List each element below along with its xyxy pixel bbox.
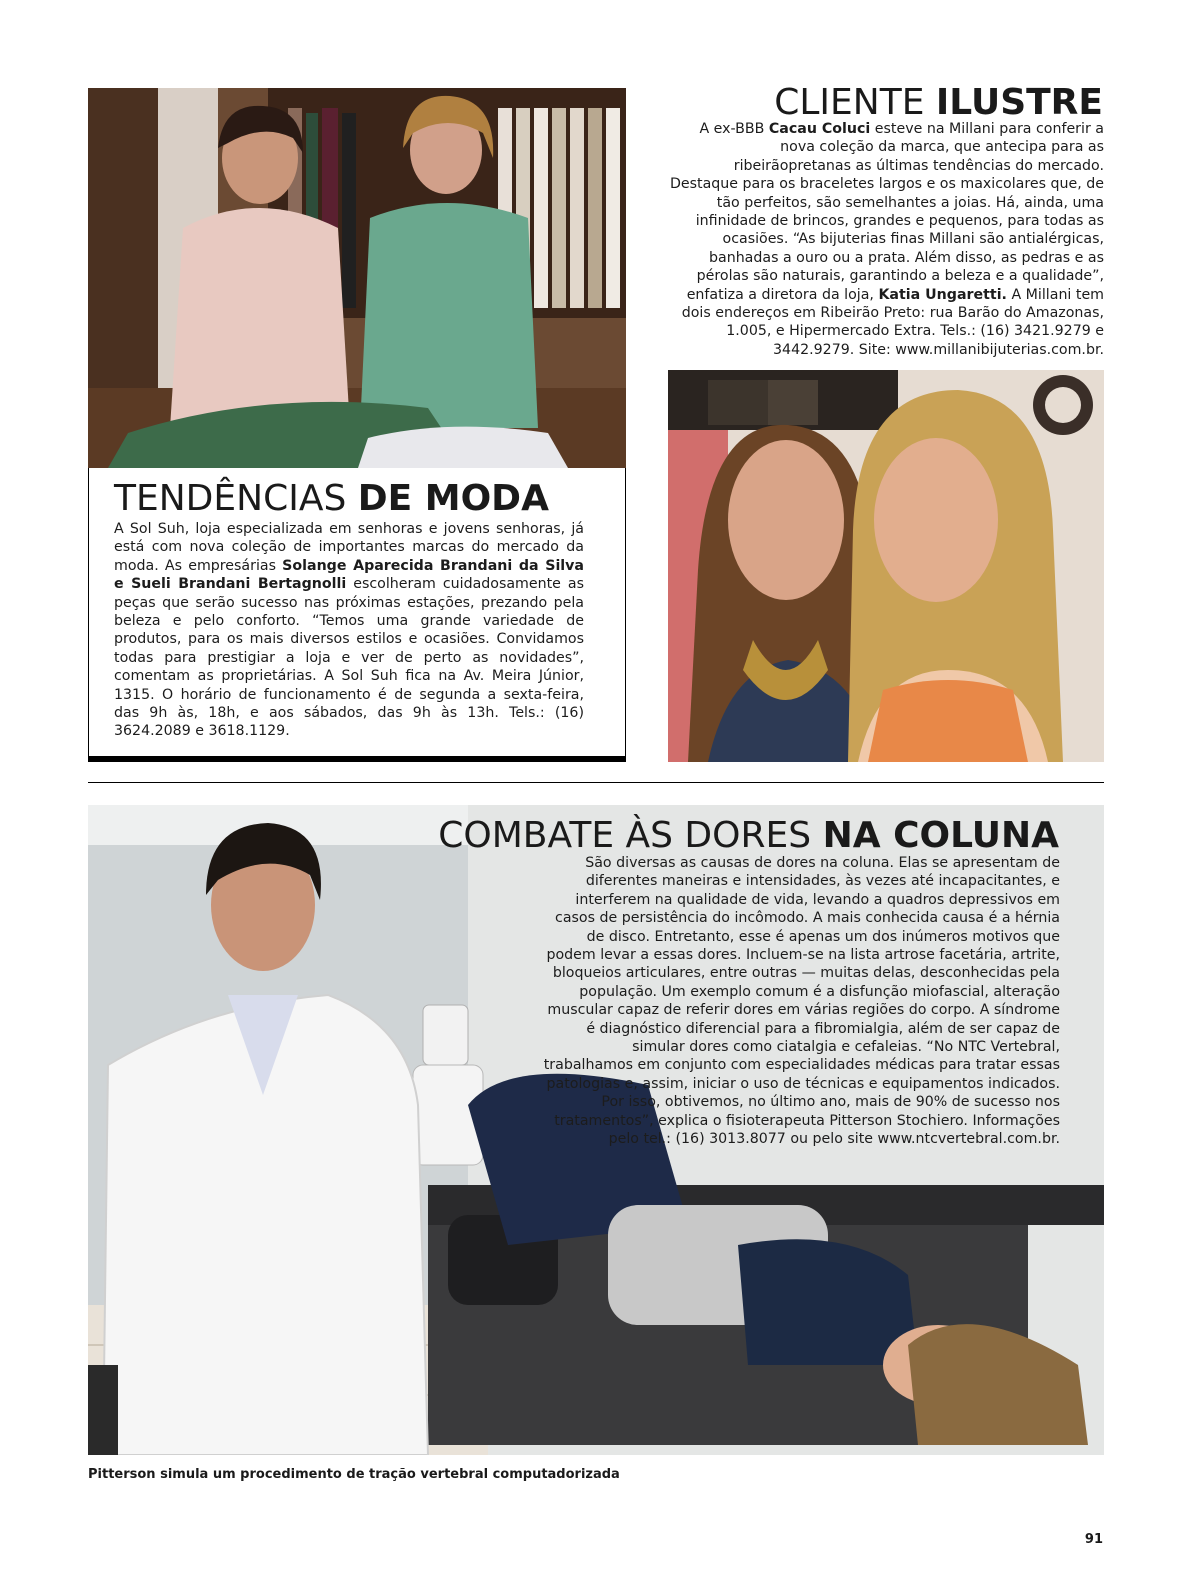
cliente-title-bold: ILUSTRE bbox=[935, 82, 1103, 123]
section-divider bbox=[88, 782, 1104, 783]
cliente-title-light: CLIENTE bbox=[774, 82, 925, 123]
tendencias-title-bold: DE MODA bbox=[357, 478, 549, 519]
cliente-body-part-3: A Millani tem dois endereços em Ribeirão Preto: rua Barão do Amazonas, 1.005, e Hipermercado Extra. Tels.: (16) 3421.9279 e 3442.9279. Site: www.millanibijuterias.com.br. bbox=[681, 286, 1104, 358]
coluna-title-bold: NA COLUNA bbox=[822, 815, 1059, 856]
tendencias-bottom-rule bbox=[88, 756, 626, 762]
tendencias-body bbox=[114, 520, 584, 741]
photo-millani-guests bbox=[668, 370, 1104, 762]
tendencias-body-part-2: escolheram cuidadosamente as peças que serão sucesso nas próximas estações, prezando pela beleza e pelo conforto. “Temos uma grande variedade de produtos, para os mais diversos estilos e ocasiões. Convidamos todas para prestigiar a loja e ver de perto as novidades”, comentam as proprietárias. A Sol Suh fica na Av. Meira Júnior, 1315. O horário de funcionamento é de segunda a sexta-feira, das 9h às, 18h, e aos sábados, das 9h às 13h. Tels.: (16) 3624.2089 e 3618.1129. bbox=[114, 576, 584, 740]
tendencias-owner-names: Solange Aparecida Brandani da Silva e Sueli Brandani Bertagnolli bbox=[114, 557, 584, 593]
cliente-name-cacau: Cacau Coluci bbox=[768, 121, 871, 137]
tendencias-headline bbox=[114, 478, 549, 520]
photo-caption: Pitterson simula um procedimento de tração vertebral computadorizada bbox=[88, 1467, 620, 1482]
page-number: 91 bbox=[1084, 1532, 1103, 1547]
cliente-name-katia: Katia Ungaretti. bbox=[878, 286, 1007, 303]
coluna-title-light: COMBATE ÀS DORES bbox=[438, 815, 812, 856]
cliente-body bbox=[668, 120, 1104, 359]
cliente-body-part-1: A ex-BBB bbox=[699, 121, 769, 137]
photo-store-owners bbox=[88, 88, 626, 468]
tendencias-body-part-1: A Sol Suh, loja especializada em senhoras e jovens senhoras, já está com nova coleção de importantes marcas do mercado da moda. As empresárias bbox=[114, 521, 584, 574]
cliente-headline bbox=[774, 82, 1103, 124]
coluna-headline bbox=[438, 815, 1059, 857]
tendencias-title-light: TENDÊNCIAS bbox=[114, 478, 347, 519]
coluna-body: São diversas as causas de dores na coluna. Elas se apresentam de diferentes maneiras e intensidades, às vezes até incapacitantes, e interferem na qualidade de vida, levando a quadros depressivos em casos de persistência do incômodo. A mais conhecida causa é a hérnia de disco. Entretanto, esse é apenas um dos inúmeros motivos que podem levar a essas dores. Incluem-se na lista artrose facetária, artrite, bloqueios articulares, entre outras — muitas delas, desconhecidas pela população. Um exemplo comum é a disfunção miofascial, alteração muscular capaz de referir dores em várias regiões do corpo. A síndrome é diagnóstico diferencial para a fibromialgia, além de ser capaz de simular dores como ciatalgia e cefaleias. “No NTC Vertebral, trabalhamos em conjunto com especialidades médicas para tratar essas patologias e, assim, iniciar o uso de técnicas e equipamentos indicados. Por isso, obtivemos, no último ano, mais de 90% de sucesso nos tratamentos”, explica o fisioterapeuta Pitterson Stochiero. Informações pelo tel.: (16) 3013.8077 ou pelo site www.ntcvertebral.com.br. bbox=[543, 855, 1060, 1148]
cliente-body-part-2: esteve na Millani para conferir a nova coleção da marca, que antecipa para as ribeirãopretanas as últimas tendências do mercado. Destaque para os braceletes largos e os maxicolares que, de tão perfeitos, são semelhantes a joias. Há, ainda, uma infinidade de brincos, grandes e pequenos, para todas as ocasiões. “As bijuterias finas Millani são antialérgicas, banhadas a ouro ou a prata. Além disso, as pedras e as pérolas são naturais, garantindo a beleza e a qualidade”, enfatiza a diretora da loja, bbox=[669, 121, 1104, 303]
